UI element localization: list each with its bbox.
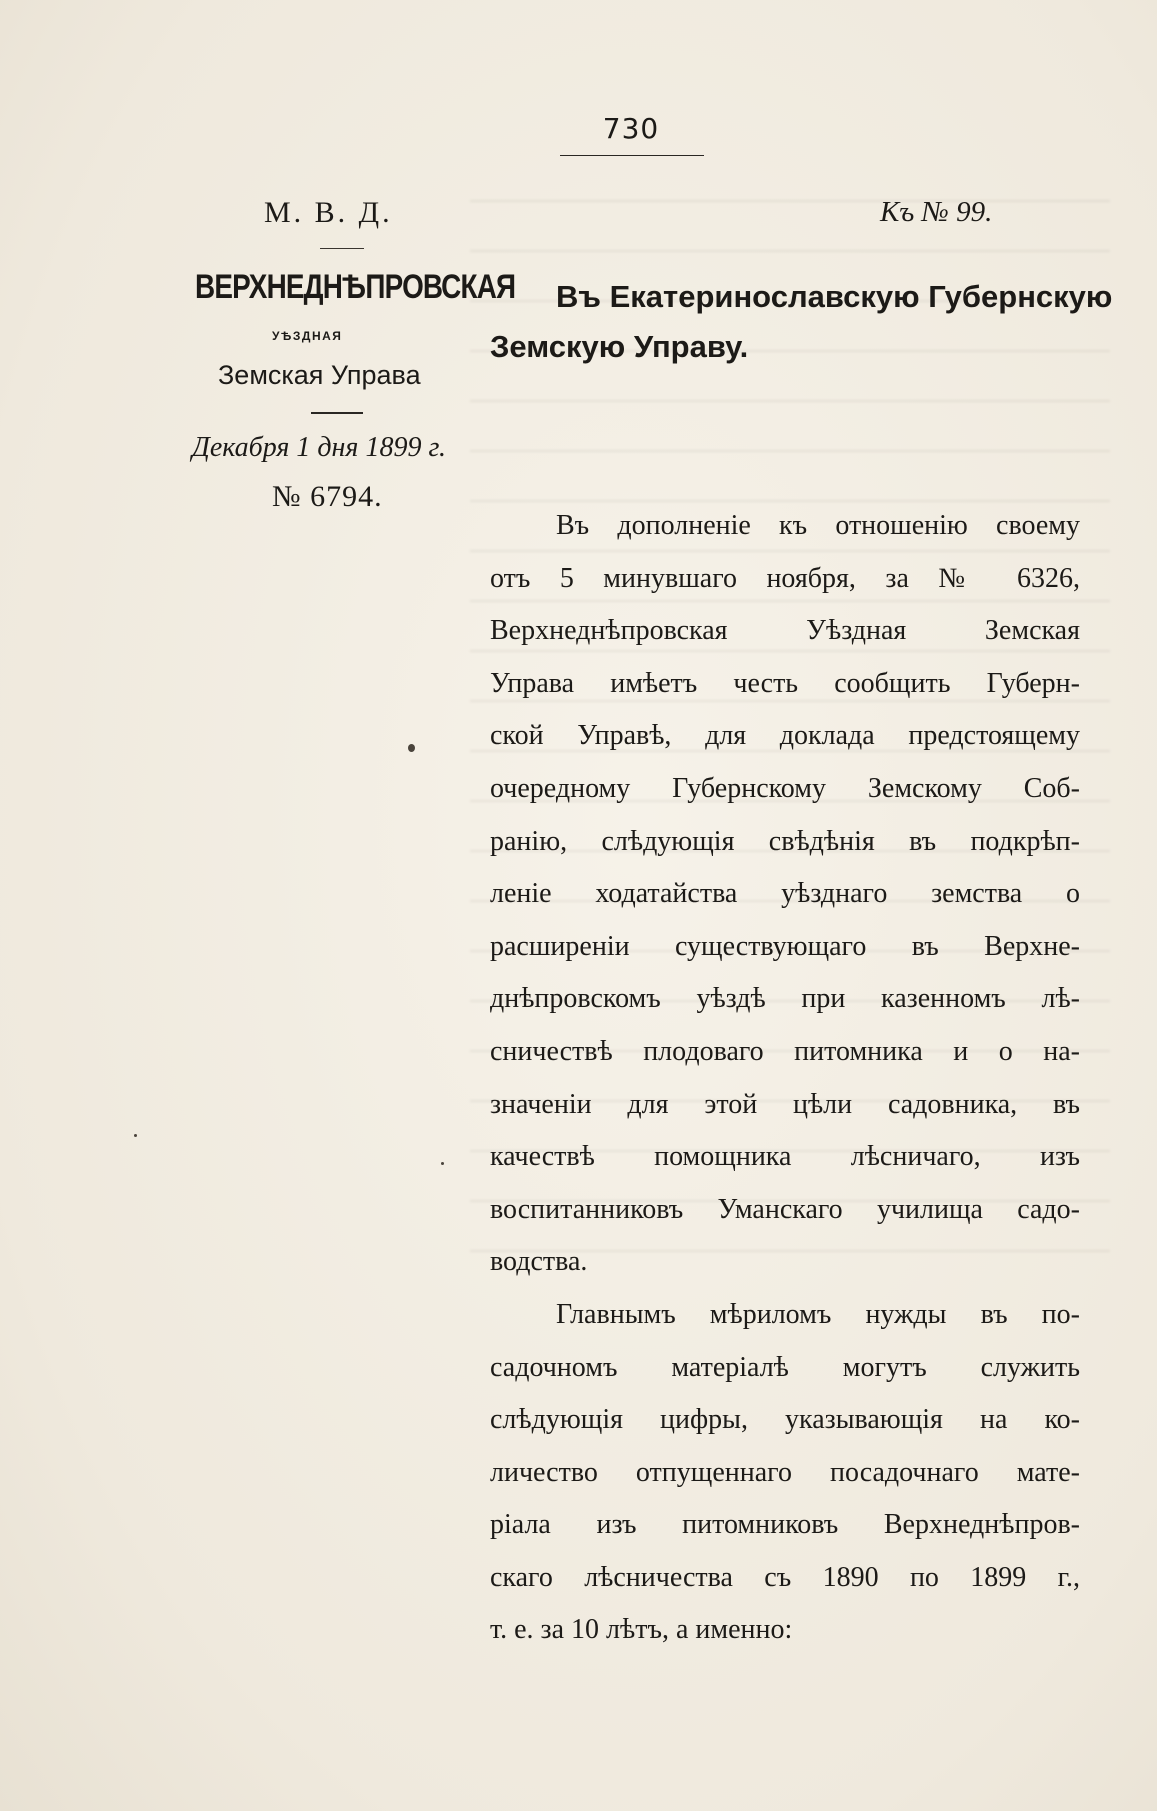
ministry-rule: [320, 248, 364, 249]
body-line: скаго лѣсничества съ 1890 по 1899 г.,: [490, 1561, 1080, 1593]
sender-office-board: Земская Управа: [218, 360, 421, 390]
sender-rule: [311, 412, 363, 414]
body-line: Управа имѣетъ честь сообщить Губерн-: [490, 667, 1080, 699]
body-line: т. е. за 10 лѣтъ, а именно:: [490, 1614, 793, 1646]
body-line: отъ 5 минувшаго ноября, за № 6326,: [490, 562, 1080, 594]
sender-office-subtitle: УѢЗДНАЯ: [272, 329, 343, 343]
body-line: Главнымъ мѣриломъ нужды въ по-: [556, 1298, 1080, 1330]
letter-body: [490, 500, 1080, 1657]
body-line: садочномъ матеріалѣ могутъ служить: [490, 1351, 1080, 1383]
body-line: ранію, слѣдующія свѣдѣнія въ подкрѣп-: [490, 825, 1080, 857]
body-line: значеніи для этой цѣли садовника, въ: [490, 1088, 1080, 1120]
letter-number: № 6794.: [272, 480, 383, 513]
body-line: ской Управѣ, для доклада предстоящему: [490, 720, 1080, 752]
addressee-line-1: Въ Екатеринославскую Губернскую: [556, 279, 1113, 314]
body-line: личество отпущеннаго посадочнаго мате-: [490, 1456, 1080, 1488]
page-number-rule: [560, 155, 704, 156]
sender-office-name: ВЕРХНЕДНѢПРОВСКАЯ: [195, 268, 516, 306]
body-line: очередному Губернскому Земскому Соб-: [490, 772, 1080, 804]
body-line: качествѣ помощника лѣсничаго, изъ: [490, 1141, 1080, 1173]
body-line: Верхнеднѣпровская Уѣздная Земская: [490, 615, 1080, 647]
body-line: сничествѣ плодоваго питомника и о на-: [490, 1035, 1080, 1067]
ministry-abbreviation: М. В. Д.: [264, 196, 393, 229]
body-line: днѣпровскомъ уѣздѣ при казенномъ лѣ-: [490, 983, 1080, 1015]
body-line: водства.: [490, 1246, 588, 1278]
paper-speck: [441, 1162, 444, 1165]
paper-speck: [134, 1134, 137, 1137]
addressee: [490, 272, 1113, 372]
body-line: леніе ходатайства уѣзднаго земства о: [490, 878, 1080, 910]
paragraph-1: [490, 500, 1080, 1289]
body-line: воспитанниковъ Уманскаго училища садо-: [490, 1193, 1080, 1225]
letter-date: Декабря 1 дня 1899 г.: [192, 432, 446, 463]
body-line: ріала изъ питомниковъ Верхнеднѣпров-: [490, 1509, 1080, 1541]
body-line: слѣдующія цифры, указывающія на ко-: [490, 1404, 1080, 1436]
reference-number: Къ № 99.: [880, 196, 993, 228]
paper-speck: [408, 744, 415, 752]
body-line: Въ дополненіе къ отношенію своему: [556, 510, 1080, 541]
page-number: 730: [602, 112, 660, 145]
paragraph-2: [490, 1289, 1080, 1657]
body-line: расширеніи существующаго въ Верхне-: [490, 930, 1080, 962]
addressee-line-2: Земскую Управу.: [490, 329, 749, 364]
